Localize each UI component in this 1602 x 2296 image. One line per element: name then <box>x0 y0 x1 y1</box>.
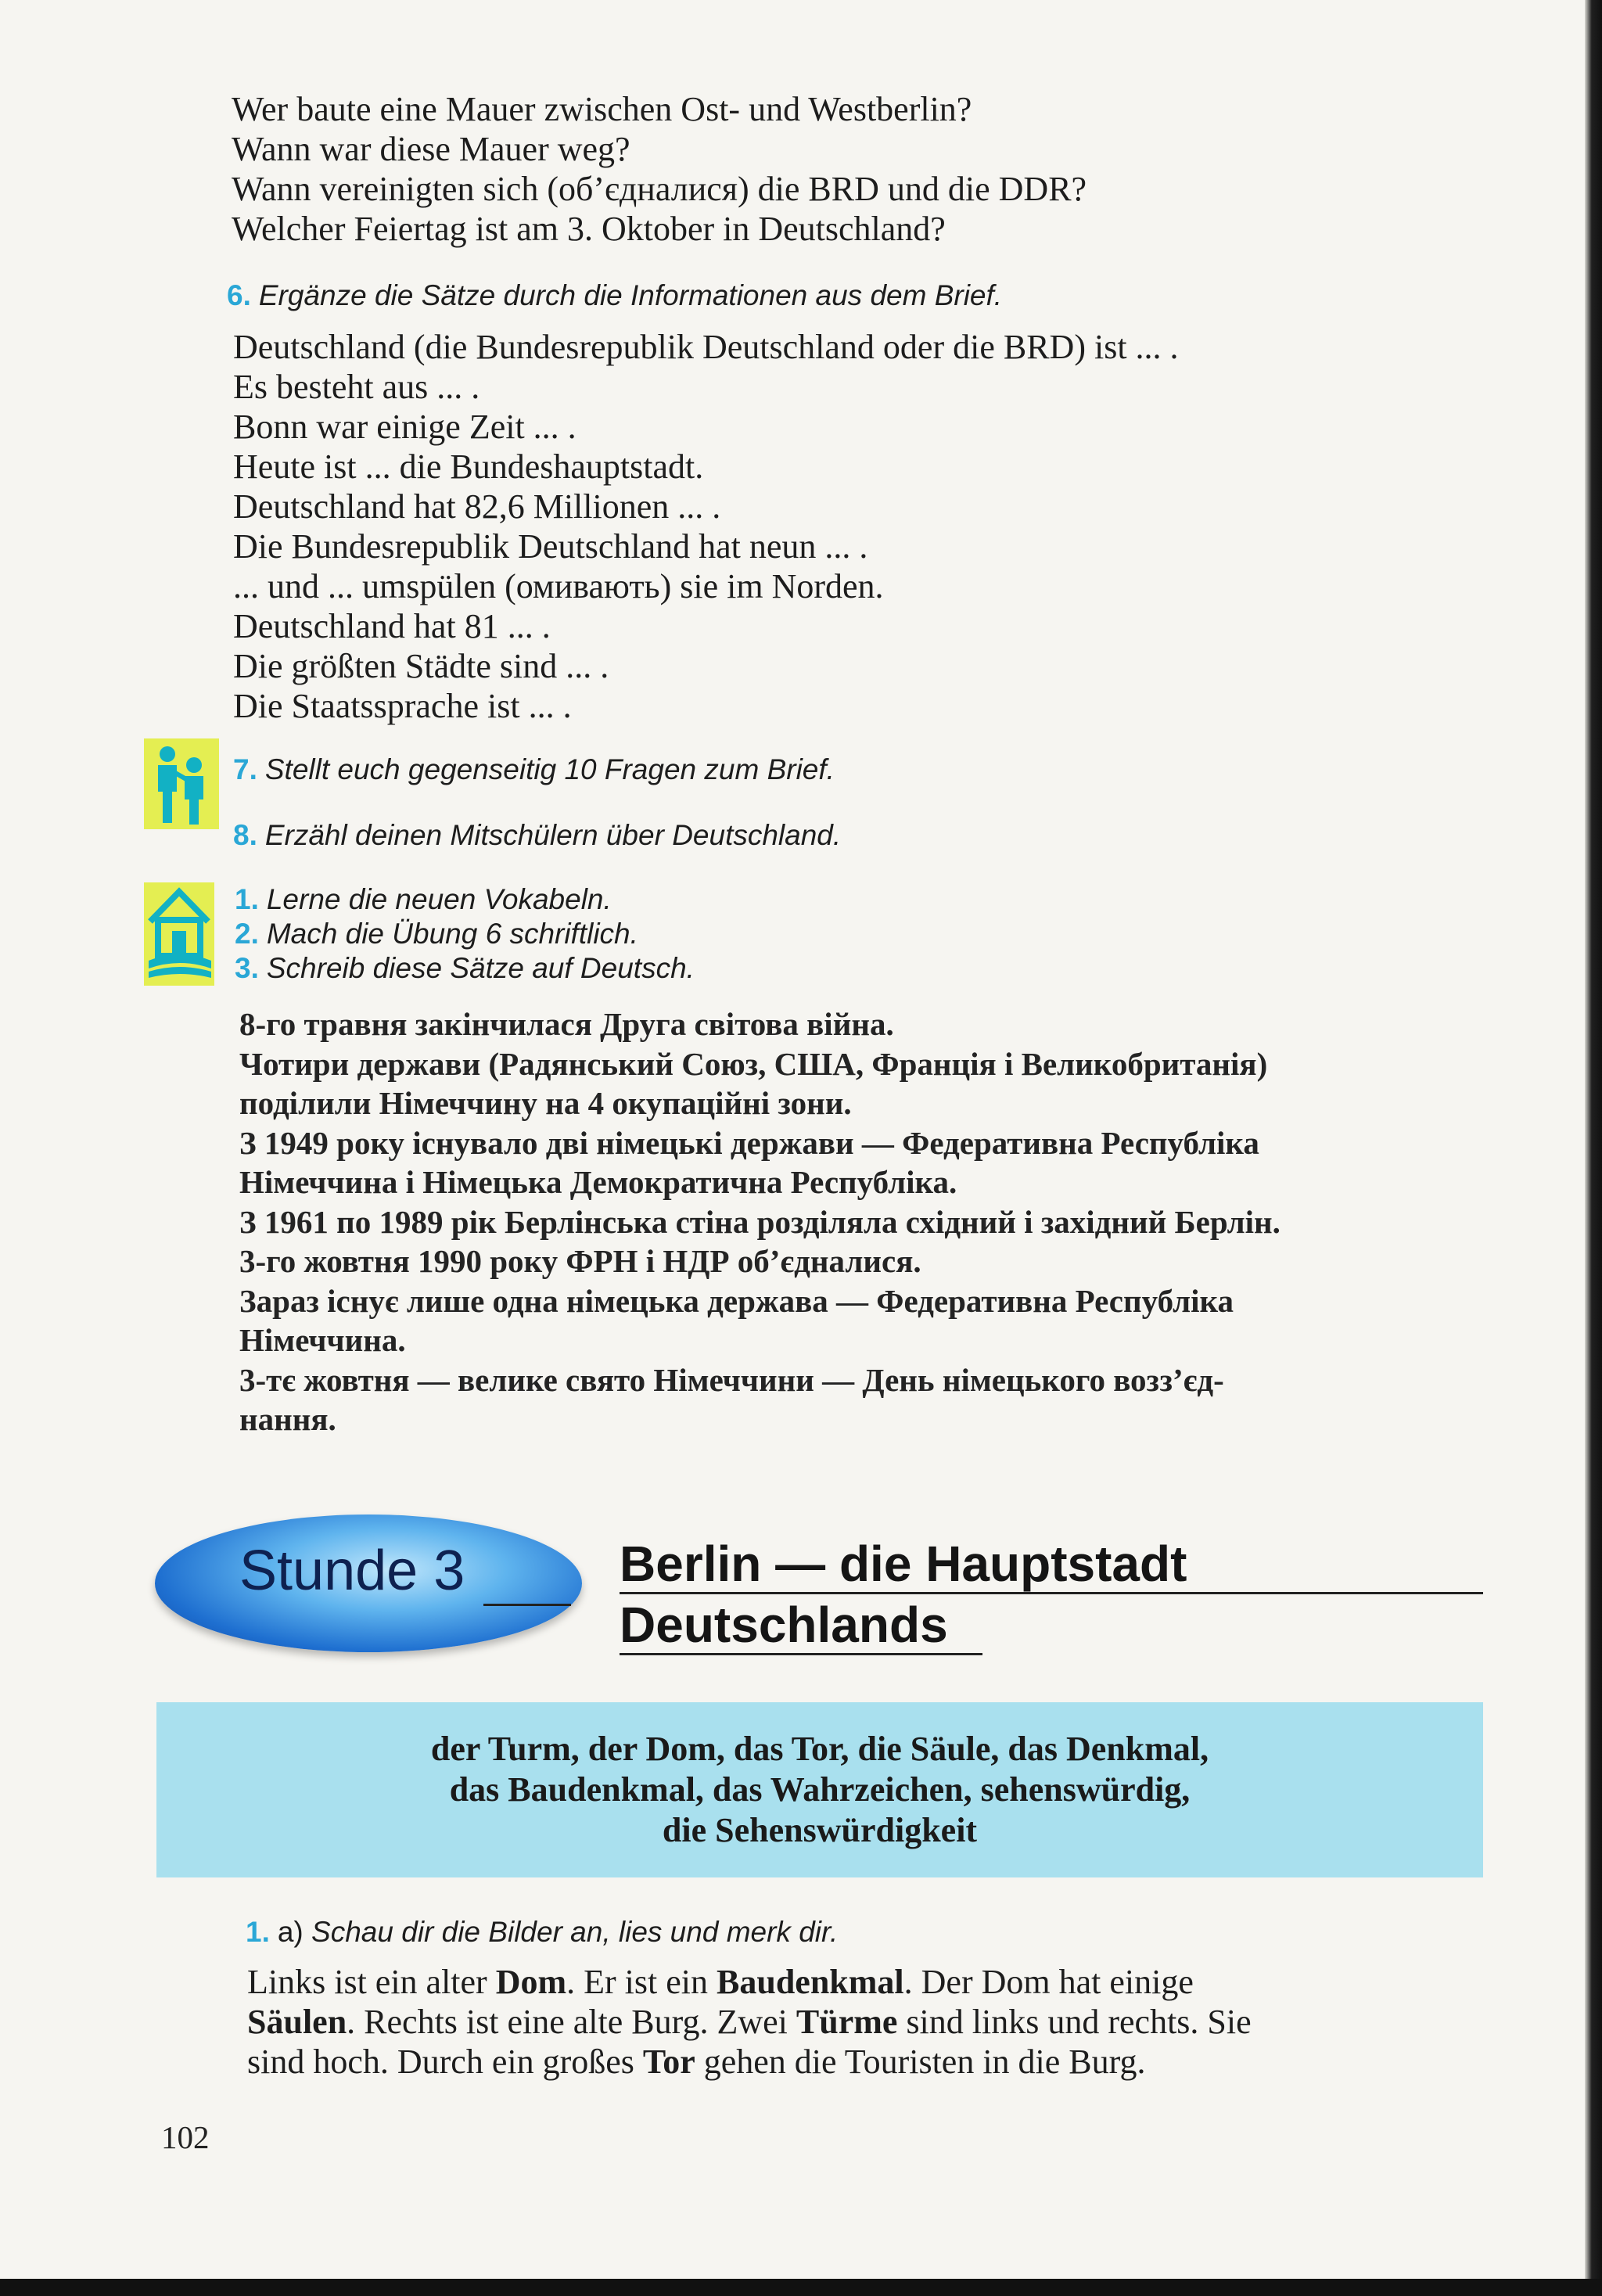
vocab-word: Säulen <box>247 2003 347 2041</box>
title-rule <box>620 1592 1483 1594</box>
sentence-line: Die größten Städte sind ... . <box>233 647 609 685</box>
question-line: Wann war diese Mauer weg? <box>232 130 630 168</box>
homework-house-icon <box>144 882 214 986</box>
question-line: Wann vereinigten sich (об’єдналися) die BRD und die DDR? <box>232 170 1087 208</box>
reading-line <box>247 1962 1252 2002</box>
text-run: sind links und rechts. Sie <box>897 2003 1252 2041</box>
title-rule <box>620 1653 982 1655</box>
reading-line <box>247 2002 1252 2042</box>
question-line: Wer baute eine Mauer zwischen Ost- und Westberlin? <box>232 90 972 128</box>
homework-number: 2. <box>235 918 259 950</box>
homework-number: 3. <box>235 952 259 984</box>
homework-number: 1. <box>235 883 259 915</box>
questions-block <box>232 89 1087 249</box>
ukrainian-line: Німеччина і Німецька Демократична Республіка. <box>239 1164 957 1200</box>
sentence-line: Deutschland hat 81 ... . <box>233 607 551 645</box>
vocab-word: Baudenkmal <box>717 1963 904 2001</box>
task-instruction: Schau dir die Bilder an, lies und merk dir. <box>311 1916 839 1948</box>
task-8 <box>233 818 841 853</box>
sentence-line: Deutschland (die Bundesrepublik Deutschland oder die BRD) ist ... . <box>233 328 1179 366</box>
question-line: Welcher Feiertag ist am 3. Oktober in Deutschland? <box>232 210 946 248</box>
ukrainian-line: Зараз існує лише одна німецька держава — Федеративна Республіка <box>239 1282 1234 1319</box>
sentence-line: Es besteht aus ... . <box>233 368 480 406</box>
vocab-word: Tor <box>642 2043 695 2081</box>
text-run: gehen die Touristen in die Burg. <box>695 2043 1146 2081</box>
task-number: 6. <box>227 279 251 311</box>
homework-item <box>235 951 695 986</box>
sentence-line: Heute ist ... die Bundeshauptstadt. <box>233 447 704 486</box>
ukrainian-text <box>239 1004 1281 1439</box>
homework-item <box>235 882 695 917</box>
vocab-line: die Sehenswürdigkeit <box>662 1811 978 1849</box>
ukrainian-line: поділили Німеччину на 4 окупаційні зони. <box>239 1085 852 1121</box>
task-instruction: Ergänze die Sätze durch die Informationen aus dem Brief. <box>258 279 1003 311</box>
task-1a <box>246 1915 838 1949</box>
vocab-line: der Turm, der Dom, das Tor, die Säule, das Denkmal, <box>430 1730 1209 1768</box>
lesson-title <box>620 1533 1187 1655</box>
task-number: 7. <box>233 753 257 785</box>
sentence-line: Die Bundesrepublik Deutschland hat neun ... . <box>233 527 868 566</box>
homework-list <box>235 882 695 986</box>
task-number: 8. <box>233 819 257 851</box>
task-6 <box>227 278 1002 313</box>
sentence-line: ... und ... umspülen (омивають) sie im Norden. <box>233 567 884 605</box>
text-run: sind hoch. Durch ein großes <box>247 2043 643 2081</box>
vocab-word: Dom <box>495 1963 567 2001</box>
vocab-word: Türme <box>796 2003 898 2041</box>
ukrainian-line: З 1961 по 1989 рік Берлінська стіна розділяла східний і західний Берлін. <box>239 1203 1281 1240</box>
text-run: . Der Dom hat einige <box>903 1963 1194 2001</box>
sentence-line: Deutschland hat 82,6 Millionen ... . <box>233 487 721 526</box>
ukrainian-line: З 1949 року існувало дві німецькі держави — Федеративна Республіка <box>239 1124 1259 1161</box>
task-instruction: Erzähl deinen Mitschülern über Deutschland. <box>264 819 842 851</box>
ukrainian-line: Німеччина. <box>239 1322 406 1358</box>
lesson-title-line: Berlin — die Hauptstadt <box>620 1536 1187 1592</box>
ukrainian-line: нання. <box>239 1401 336 1437</box>
lesson-label-underline <box>483 1604 571 1606</box>
reading-paragraph <box>247 1962 1252 2082</box>
vocab-line: das Baudenkmal, das Wahrzeichen, sehenswürdig, <box>449 1770 1191 1809</box>
sentences-block <box>233 327 1179 726</box>
task-7 <box>233 753 835 787</box>
page-edge-bottom <box>0 2279 1602 2296</box>
homework-text: Schreib diese Sätze auf Deutsch. <box>266 952 695 984</box>
lesson-title-line: Deutschlands <box>620 1597 948 1653</box>
ukrainian-line: 3-тє жовтня — велике свято Німеччини — День німецького возз’єд- <box>239 1361 1224 1398</box>
homework-text: Lerne die neuen Vokabeln. <box>266 883 612 915</box>
ukrainian-line: 3-го жовтня 1990 року ФРН і НДР об’єдналися. <box>239 1243 921 1279</box>
reading-line <box>247 2042 1252 2082</box>
task-instruction: Stellt euch gegenseitig 10 Fragen zum Brief. <box>264 753 835 785</box>
pair-work-icon <box>144 738 219 829</box>
sentence-line: Die Staatssprache ist ... . <box>233 687 572 725</box>
homework-item <box>235 917 695 951</box>
text-run: . Rechts ist eine alte Burg. Zwei <box>347 2003 796 2041</box>
page-edge <box>1585 0 1602 2296</box>
ukrainian-line: Чотири держави (Радянський Союз, США, Франція і Великобританія) <box>239 1045 1268 1082</box>
page-number: 102 <box>161 2119 210 2155</box>
ukrainian-line: 8-го травня закінчилася Друга світова війна. <box>239 1006 894 1042</box>
homework-text: Mach die Übung 6 schriftlich. <box>266 918 638 950</box>
task-part: a) <box>277 1916 304 1948</box>
sentence-line: Bonn war einige Zeit ... . <box>233 408 577 446</box>
lesson-label: Stunde 3 <box>239 1540 465 1602</box>
text-run: Links ist ein alter <box>247 1963 496 2001</box>
task-number: 1. <box>246 1916 270 1948</box>
text-run: . Er ist ein <box>566 1963 717 2001</box>
vocabulary-box <box>156 1702 1483 1877</box>
